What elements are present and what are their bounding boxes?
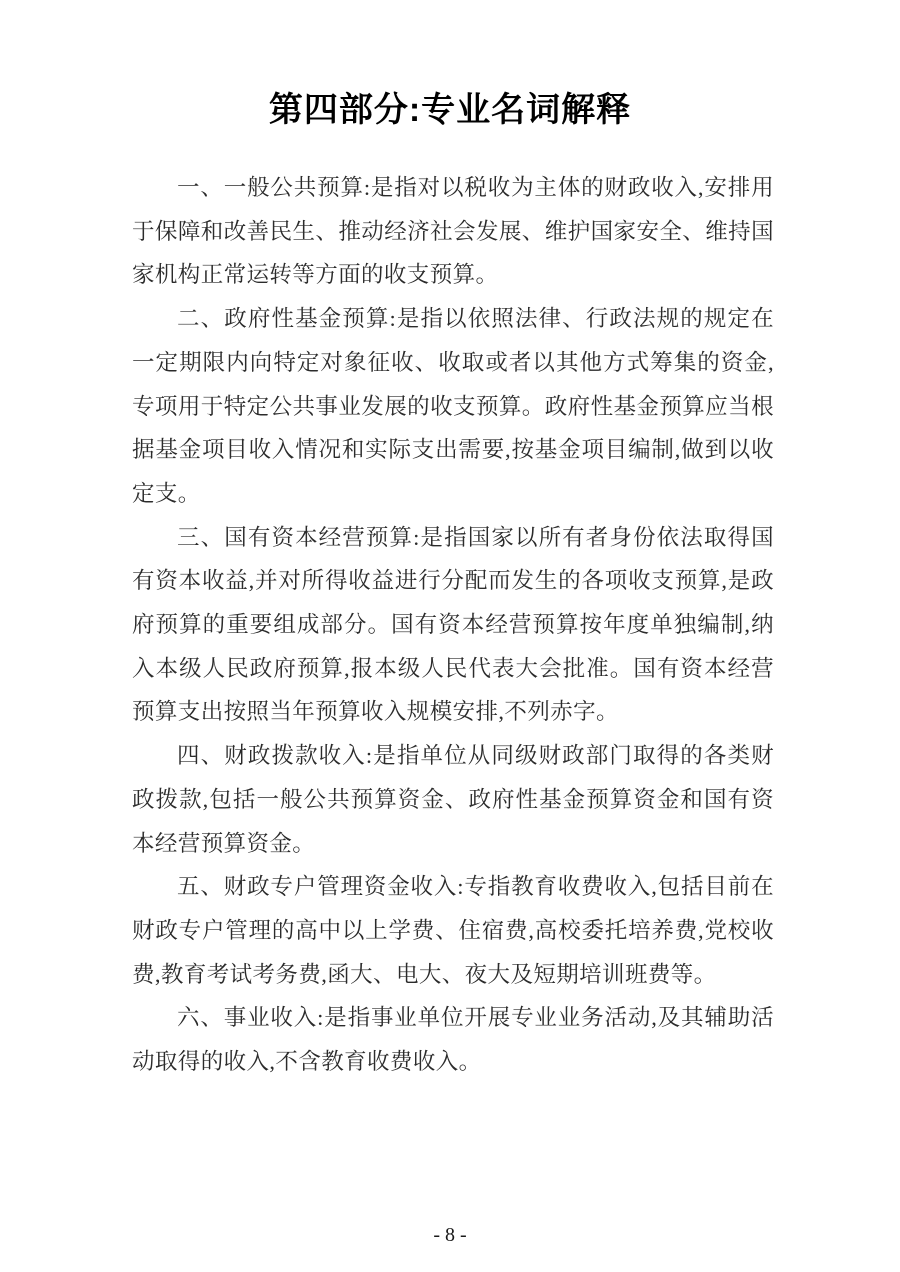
paragraph-state-capital-budget: 三、国有资本经营预算:是指国家以所有者身份依法取得国有资本收益,并对所得收益进行分配而发生的各项收支预算,是政府预算的重要组成部分。国有资本经营预算按年度单独编制,纳入本级人民政府预算,报本级人民代表大会批准。国有资本经营预算支出按照当年预算收入规模安排,不列赤字。	[132, 524, 774, 725]
page-title: 第四部分:专业名词解释	[268, 91, 632, 129]
paragraph-government-fund-budget: 二、政府性基金预算:是指以依照法律、行政法规的规定在一定期限内向特定对象征收、收取或者以其他方式筹集的资金,专项用于特定公共事业发展的收支预算。政府性基金预算应当根据基金项目收入情况和实际支出需要,按基金项目编制,做到以收定支。	[132, 306, 774, 506]
page-number: - 8 -	[433, 1224, 467, 1246]
document-body	[132, 166, 774, 1084]
paragraph-public-institution-income: 六、事业收入:是指事业单位开展专业业务活动,及其辅助活动取得的收入,不含教育收费收入。	[132, 1005, 774, 1075]
paragraph-general-public-budget: 一、一般公共预算:是指对以税收为主体的财政收入,安排用于保障和改善民生、推动经济社会发展、维护国家安全、维持国家机构正常运转等方面的收支预算。	[132, 175, 774, 288]
paragraph-fiscal-appropriation-income: 四、财政拨款收入:是指单位从同级财政部门取得的各类财政拨款,包括一般公共预算资金、政府性基金预算资金和国有资本经营预算资金。	[132, 743, 774, 856]
paragraph-fiscal-special-account-income: 五、财政专户管理资金收入:专指教育收费收入,包括目前在财政专户管理的高中以上学费、住宿费,高校委托培养费,党校收费,教育考试考务费,函大、电大、夜大及短期培训班费等。	[132, 874, 774, 987]
